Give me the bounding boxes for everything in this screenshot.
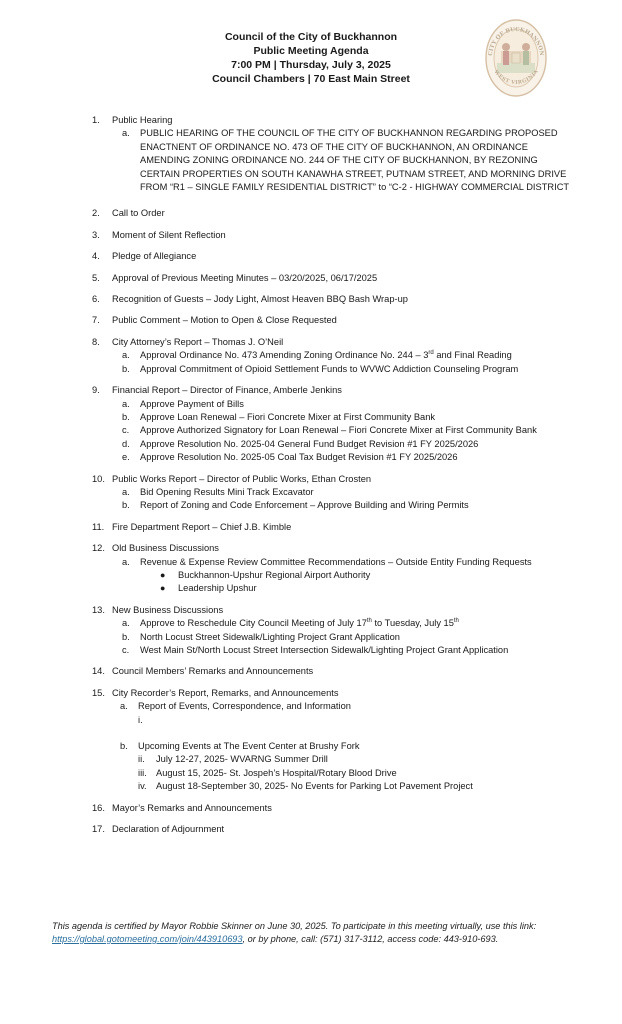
agenda-item-10: 10. Public Works Report – Director of Public Works, Ethan Crosten bbox=[92, 473, 372, 484]
svg-text:WEST VIRGINIA: WEST VIRGINIA bbox=[492, 69, 540, 86]
agenda-subitem: a. Revenue & Expense Review Committee Recommendations – Outside Entity Funding Requests bbox=[122, 556, 532, 567]
agenda-subitem: c. West Main St/North Locust Street Intersection Sidewalk/Lighting Project Grant Application bbox=[122, 645, 509, 655]
certification-footer: This agenda is certified by Mayor Robbie Skinner on June 30, 2025. To participate in this meeting virtually, use this link: https://global.gotomeeting.com/join/443910693, or by phone, call: (571) 317-3112, access code: 443-910-693. bbox=[52, 921, 537, 944]
roman-subitem: iv. August 18-September 30, 2025- No Events for Parking Lot Pavement Project bbox=[138, 781, 473, 792]
agenda-item-8: 8. City Attorney’s Report – Thomas J. O’Neil bbox=[92, 336, 284, 347]
council-name: Council of the City of Buckhannon bbox=[224, 31, 398, 43]
agenda-subitem: c. Approve Authorized Signatory for Loan Renewal – Fiori Concrete Mixer at First Community Bank bbox=[122, 425, 537, 436]
agenda-subitem: a. Report of Events, Correspondence, and Information bbox=[120, 701, 351, 712]
bullet-item: ● Buckhannon-Upshur Regional Airport Authority bbox=[160, 569, 572, 582]
bullet-icon: ● bbox=[160, 583, 166, 594]
agenda-item-16: 16. Mayor’s Remarks and Announcements bbox=[92, 802, 272, 813]
roman-subitem: iii. August 15, 2025- St. Jospeh’s Hospital/Rotary Blood Drive bbox=[138, 767, 397, 778]
agenda-subitem: b. Report of Zoning and Code Enforcement – Approve Building and Wiring Permits bbox=[122, 500, 469, 511]
city-seal bbox=[484, 17, 548, 99]
agenda-subitem: a. Approve to Reschedule City Council Meeting of July 17th to Tuesday, July 15th bbox=[122, 618, 459, 629]
roman-subitem: i. bbox=[138, 714, 143, 725]
agenda-subitem: d. Approve Resolution No. 2025-04 General Fund Budget Revision #1 FY 2025/2026 bbox=[122, 438, 479, 449]
agenda-item-9: 9. Financial Report – Director of Finance, Amberle Jenkins bbox=[92, 385, 342, 396]
agenda-subitem: b. Approval Commitment of Opioid Settlement Funds to WVWC Addiction Counseling Program bbox=[122, 363, 519, 374]
agenda-subitem: b. Upcoming Events at The Event Center at Brushy Fork bbox=[120, 741, 360, 752]
bullet-item: ● Leadership Upshur bbox=[160, 582, 572, 595]
svg-text:CITY OF BUCKHANNON: CITY OF BUCKHANNON bbox=[487, 26, 545, 57]
agenda-item-7: 7. Public Comment – Motion to Open & Close Requested bbox=[92, 315, 337, 326]
agenda-item-11: 11. Fire Department Report – Chief J.B. Kimble bbox=[92, 521, 292, 532]
agenda-item-2: 2. Call to Order bbox=[92, 208, 165, 219]
agenda-subitem: e. Approve Resolution No. 2025-05 Coal Tax Budget Revision #1 FY 2025/2026 bbox=[122, 452, 458, 463]
agenda-item-1: 1. Public Hearing bbox=[92, 115, 173, 125]
agenda-item-15: 15. City Recorder’s Report, Remarks, and Announcements bbox=[92, 687, 339, 698]
agenda-item-13: 13. New Business Discussions bbox=[92, 604, 224, 615]
agenda-title: Public Meeting Agenda bbox=[253, 45, 369, 57]
roman-subitem: ii. July 12-27, 2025- WVARNG Summer Drill bbox=[138, 754, 328, 765]
meeting-location: Council Chambers | 70 East Main Street bbox=[212, 73, 410, 85]
agenda-item-12: 12. Old Business Discussions bbox=[92, 543, 219, 554]
agenda-item-6: 6. Recognition of Guests – Jody Light, Almost Heaven BBQ Bash Wrap-up bbox=[92, 294, 408, 305]
bullet-icon: ● bbox=[160, 569, 166, 580]
meeting-time: 7:00 PM | Thursday, July 3, 2025 bbox=[231, 59, 391, 71]
agenda-item-14: 14. Council Members’ Remarks and Announcements bbox=[92, 666, 314, 677]
agenda-subitem: b. Approve Loan Renewal – Fiori Concrete Mixer at First Community Bank bbox=[122, 411, 436, 422]
agenda-subitem: a. Approval Ordinance No. 473 Amending Zoning Ordinance No. 244 – 3rd and Final Reading bbox=[122, 350, 512, 361]
agenda-item-5: 5. Approval of Previous Meeting Minutes – 03/20/2025, 06/17/2025 bbox=[92, 272, 378, 283]
agenda-item-4: 4. Pledge of Allegiance bbox=[92, 251, 197, 262]
agenda-subitem: a. PUBLIC HEARING OF THE COUNCIL OF THE CITY OF BUCKHANNON REGARDING PROPOSED ENACTNENT OF ORDINANCE NO. 473 OF THE CITY OF BUCKHANNON, AN ORDINANCE AMENDING ZONING ORDINANCE NO. 244 OF THE CITY OF BUCKHANNON, BY REZONING CERTAIN PROPERTIES ON SOUTH KANAWHA STREET, PUTNAM STREET, AND MORNING DRIVE FROM “R1 – SINGLE FAMILY RESIDENTIAL DISTRICT” to “C-2 - HIGHWAY COMMERCIAL DISTRICT bbox=[122, 128, 570, 193]
agenda-subitem: a. Approve Payment of Bills bbox=[122, 398, 244, 409]
meeting-link[interactable]: https://global.gotomeeting.com/join/443910693 bbox=[52, 934, 243, 944]
agenda-list bbox=[92, 114, 572, 836]
agenda-subitem: b. North Locust Street Sidewalk/Lighting Project Grant Application bbox=[122, 631, 400, 642]
agenda-subitem: a. Bid Opening Results Mini Track Excavator bbox=[122, 486, 314, 497]
agenda-item-17: 17. Declaration of Adjournment bbox=[92, 824, 225, 835]
agenda-item-3: 3. Moment of Silent Reflection bbox=[92, 229, 226, 240]
